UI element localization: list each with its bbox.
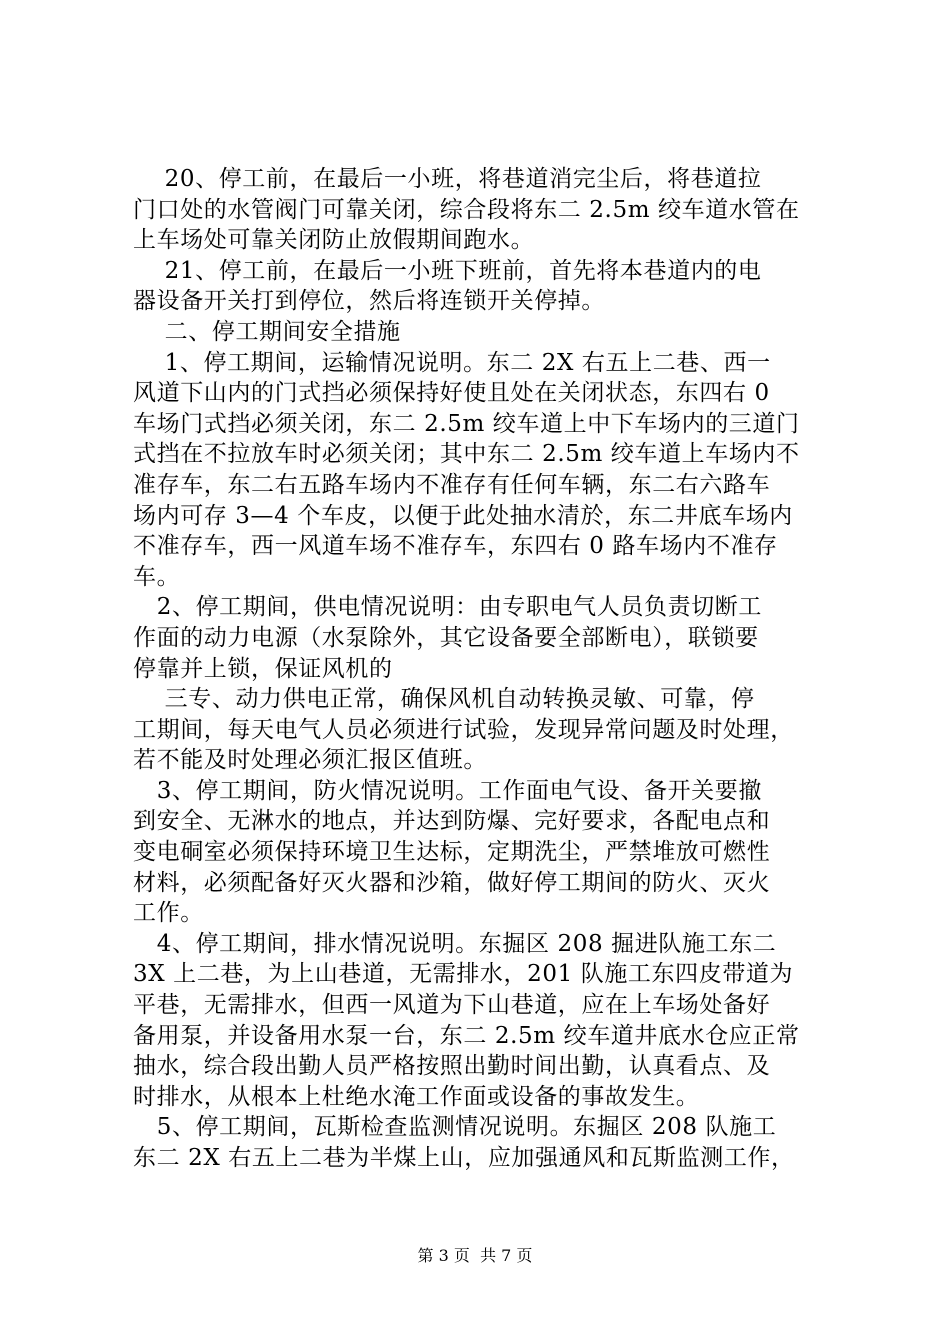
text-line: 工作。 (133, 900, 204, 927)
text-line: 三专、动力供电正常，确保风机自动转换灵敏、可靠，停 (133, 686, 755, 713)
text-line: 3X 上二巷，为上山巷道，无需排水，201 队施工东四皮带道为 (133, 961, 794, 988)
text-line: 准存车，东二右五路车场内不准存有任何车辆，东二右六路车 (133, 471, 771, 498)
text-line: 作面的动力电源（水泵除外，其它设备要全部断电），联锁要 (133, 624, 759, 651)
text-line: 车。 (133, 563, 181, 590)
text-line: 4、停工期间，排水情况说明。东掘区 208 掘进队施工东二 (133, 930, 777, 957)
text-line: 备用泵，并设备用水泵一台，东二 2.5m 绞车道井底水仓应正常 (133, 1022, 800, 1049)
text-line: 风道下山内的门式挡必须保持好使且处在关闭状态，东四右 0 (133, 380, 770, 407)
section-heading: 二、停工期间安全措施 (133, 318, 401, 345)
text-line: 2、停工期间，供电情况说明：由专职电气人员负责切断工 (133, 594, 762, 621)
text-line: 不准存车，西一风道车场不准存车，东四右 0 路车场内不准存 (133, 533, 778, 560)
text-line: 到安全、无淋水的地点，并达到防爆、完好要求，各配电点和 (133, 808, 771, 835)
text-line: 停靠并上锁，保证风机的 (133, 655, 393, 682)
text-line: 车场门式挡必须关闭，东二 2.5m 绞车道上中下车场内的三道门 (133, 410, 800, 437)
page-number-footer: 第 3 页 共 7 页 (417, 1246, 533, 1265)
text-line: 上车场处可靠关闭防止放假期间跑水。 (133, 227, 535, 254)
text-line: 场内可存 3—4 个车皮，以便于此处抽水清於，东二井底车场内 (133, 502, 793, 529)
text-line: 21、停工前，在最后一小班下班前，首先将本巷道内的电 (133, 257, 762, 284)
text-line: 1、停工期间，运输情况说明。东二 2X 右五上二巷、西一 (133, 349, 771, 376)
text-line: 工期间，每天电气人员必须进行试验，发现异常问题及时处理， (133, 716, 794, 743)
text-line: 器设备开关打到停位，然后将连锁开关停掉。 (133, 288, 605, 315)
text-line: 时排水，从根本上杜绝水淹工作面或设备的事故发生。 (133, 1083, 700, 1110)
text-line: 平巷，无需排水，但西一风道为下山巷道，应在上车场处备好 (133, 992, 771, 1019)
text-line: 东二 2X 右五上二巷为半煤上山，应加强通风和瓦斯监测工作， (133, 1145, 795, 1171)
text-line: 3、停工期间，防火情况说明。工作面电气设、备开关要撤 (133, 777, 762, 804)
text-line: 门口处的水管阀门可靠关闭，综合段将东二 2.5m 绞车道水管在 (133, 196, 800, 223)
text-line: 若不能及时处理必须汇报区值班。 (133, 747, 487, 774)
text-line: 式挡在不拉放车时必须关闭；其中东二 2.5m 绞车道上车场内不 (133, 441, 800, 468)
text-line: 抽水，综合段出勤人员严格按照出勤时间出勤，认真看点、及 (133, 1053, 771, 1080)
text-line: 材料，必须配备好灭火器和沙箱，做好停工期间的防火、灭火 (133, 869, 771, 896)
document-body (133, 164, 833, 1174)
text-line: 变电硐室必须保持环境卫生达标，定期洗尘，严禁堆放可燃性 (133, 839, 771, 866)
text-line: 20、停工前，在最后一小班，将巷道消完尘后，将巷道拉 (133, 166, 762, 192)
text-line: 5、停工期间，瓦斯检查监测情况说明。东掘区 208 队施工 (133, 1114, 777, 1141)
